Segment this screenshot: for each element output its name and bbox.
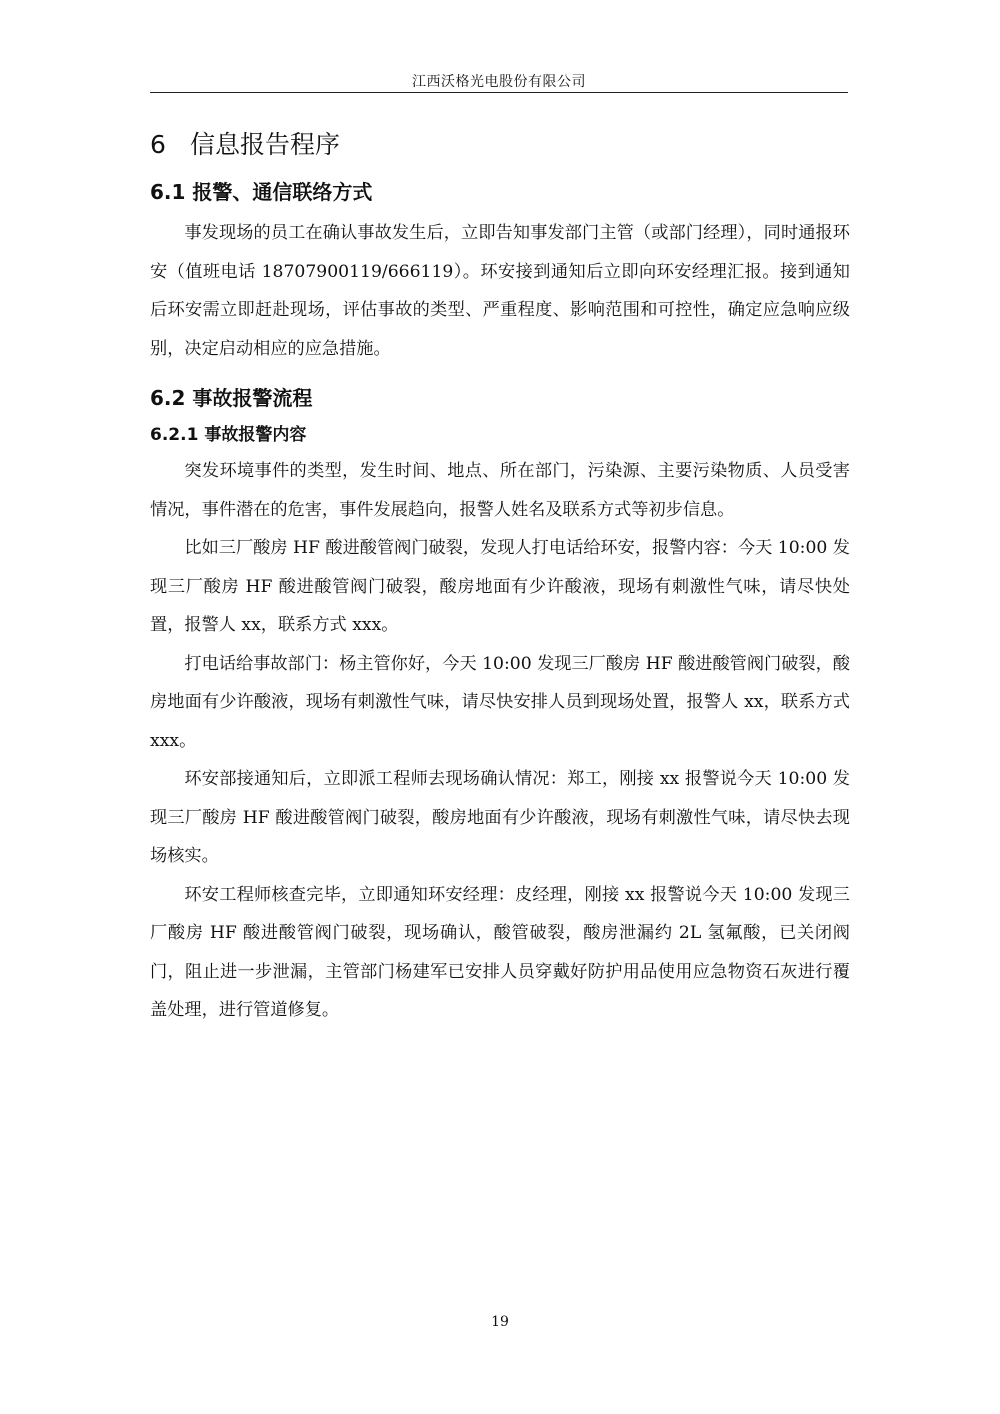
header-divider <box>150 92 848 93</box>
page-number: 19 <box>491 1314 509 1330</box>
paragraph-call-department: 打电话给事故部门：杨主管你好，今天 10:00 发现三厂酸房 HF 酸进酸管阀门破裂，酸房地面有少许酸液，现场有刺激性气味，请尽快安排人员到现场处置，报警人 xx，联系方式 xxx。 <box>150 653 850 751</box>
paragraph-report-content: 突发环境事件的类型，发生时间、地点、所在部门，污染源、主要污染物质、人员受害情况，事件潜在的危害，事件发展趋向，报警人姓名及联系方式等初步信息。 <box>150 461 850 520</box>
section-title: 信息报告程序 <box>190 130 341 159</box>
paragraph-dispatch-engineer: 环安部接通知后，立即派工程师去现场确认情况：郑工，刚接 xx 报警说今天 10:00 发现三厂酸房 HF 酸进酸管阀门破裂，酸房地面有少许酸液，现场有刺激性气味，请尽快去现场核实。 <box>150 769 850 866</box>
page-body <box>150 126 850 1030</box>
section-heading <box>150 126 850 164</box>
subsection-heading-6-1: 6.1 报警、通信联络方式 <box>150 180 373 204</box>
paragraph-example-report: 比如三厂酸房 HF 酸进酸管阀门破裂，发现人打电话给环安，报警内容：今天 10:00 发现三厂酸房 HF 酸进酸管阀门破裂，酸房地面有少许酸液，现场有刺激性气味，请尽快处置，报警人 xx，联系方式 xxx。 <box>150 538 850 635</box>
paragraph-engineer-report: 环安工程师核查完毕，立即通知环安经理：皮经理，刚接 xx 报警说今天 10:00 发现三厂酸房 HF 酸进酸管阀门破裂，现场确认，酸管破裂，酸房泄漏约 2L 氢氟酸，已关闭阀门，阻止进一步泄漏，主管部门杨建军已安排人员穿戴好防护用品使用应急物资石灰进行覆盖处理，进行管道修复。 <box>150 884 850 1020</box>
section-number: 6 <box>150 130 166 159</box>
subsection-heading-6-2-1: 6.2.1 事故报警内容 <box>150 425 307 445</box>
page-header-company: 江西沃格光电股份有限公司 <box>412 74 586 90</box>
paragraph-alarm-communication: 事发现场的员工在确认事故发生后，立即告知事发部门主管（或部门经理），同时通报环安（值班电话 18707900119/666119）。环安接到通知后立即向环安经理汇报。接到通知后环安需立即赶赴现场，评估事故的类型、严重程度、影响范围和可控性，确定应急响应级别，决定启动相应的应急措施。 <box>150 223 850 359</box>
subsection-heading-6-2: 6.2 事故报警流程 <box>150 386 313 410</box>
